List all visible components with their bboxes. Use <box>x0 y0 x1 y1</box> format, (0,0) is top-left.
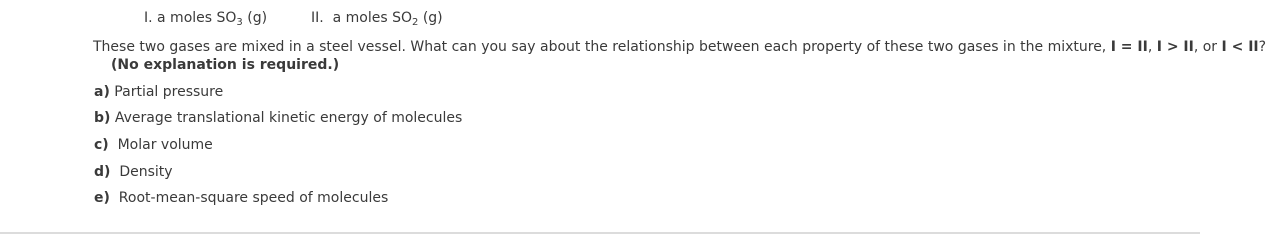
gas-one-state: (g) <box>242 10 268 26</box>
question-body: These two gases are mixed in a steel vessel. What can you say about the relationship between each property of these two gases in the mixture, <box>93 39 1111 55</box>
gas-two-state: (g) <box>418 10 443 26</box>
question-separator-1: , <box>1147 39 1157 55</box>
item-partial-pressure <box>94 83 223 101</box>
gas-one-text: I. a moles SO <box>144 10 237 26</box>
question-separator-2: , or <box>1193 39 1222 55</box>
item-kinetic-energy <box>94 109 462 127</box>
item-rms-speed <box>94 189 388 207</box>
item-text: Molar volume <box>108 137 213 153</box>
item-molar-volume <box>94 136 213 154</box>
gas-two-text: II. a moles SO <box>311 10 412 26</box>
gas-one-label <box>144 9 267 27</box>
item-density <box>94 163 173 181</box>
gas-one-subscript: 3 <box>236 17 243 28</box>
item-text: Partial pressure <box>109 84 224 100</box>
option-greater: I > II <box>1156 39 1194 55</box>
item-letter: b) <box>94 110 111 126</box>
item-letter: e) <box>94 190 110 206</box>
gas-two-label <box>311 9 443 27</box>
item-letter: d) <box>94 164 111 180</box>
item-text: Root-mean-square speed of molecules <box>109 190 389 206</box>
option-less: I < II <box>1221 39 1259 55</box>
item-letter: c) <box>94 137 109 153</box>
question-text <box>93 38 1266 56</box>
option-equal: I = II <box>1110 39 1148 55</box>
gas-two-subscript: 2 <box>412 17 419 28</box>
question-end: ? <box>1258 39 1266 55</box>
item-letter: a) <box>94 84 110 100</box>
item-text: Density <box>110 164 173 180</box>
item-text: Average translational kinetic energy of molecules <box>110 110 463 126</box>
no-explanation-note: (No explanation is required.) <box>111 57 340 73</box>
